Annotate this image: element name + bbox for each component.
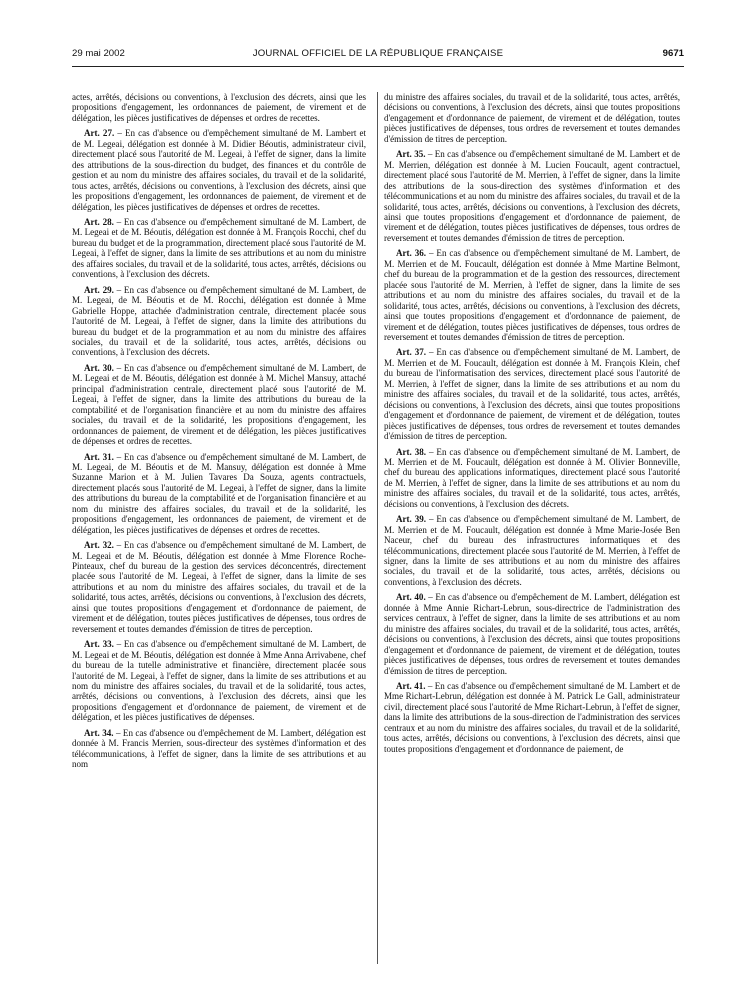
article-39 (384, 514, 680, 587)
article-31 (72, 452, 366, 536)
article-label: Art. 37. (396, 347, 427, 358)
article-label: Art. 41. (396, 681, 426, 692)
paragraph-text: actes, arrêtés, décisions ou conventions, à l'exclusion des décrets, ainsi que les propositions d'engagement, les ordonnances de paiement, de virement et de délégation, les pièces justificatives de dépenses et ordres de recettes. (72, 92, 366, 123)
paragraph-continued (72, 92, 366, 123)
header-rule (72, 66, 684, 67)
article-label: Art. 34. (84, 727, 114, 738)
article-32 (72, 540, 366, 634)
article-36 (384, 248, 680, 342)
article-text: – En cas d'absence ou d'empêchement simultané de M. Lambert, de M. Legeai et de M. Béoutis, délégation est donnée à Mme Anna Arrivabene, chef du bureau de la tutelle administrative et financière, directement placée sous l'autorité de M. Legeai, à l'effet de signer, dans la limite de ses attributions et au nom du ministre des affaires sociales, du travail et de la solidarité, tous actes, arrêtés, décisions ou conventions, à l'exclusion des décrets, ainsi que les propositions d'engagement et d'ordonnance de paiement, de virement et de délégation, et les pièces justificatives de dépenses. (72, 639, 366, 723)
article-text: – En cas d'absence ou d'empêchement simultané de M. Lambert, de M. Merrien et de M. Foucault, délégation est donnée à M. Olivier Bonneville, chef du bureau des applications informatiques, directement placé sous l'autorité de M. Merrien, à l'effet de signer, dans la limite de ses attributions et au nom du ministre des affaires sociales, du travail et de la solidarité, tous actes, arrêtés, décisions ou conventions, à l'exclusion des décrets. (384, 446, 680, 509)
article-label: Art. 36. (396, 248, 427, 259)
right-column (384, 92, 680, 972)
journal-title: JOURNAL OFFICIEL DE LA RÉPUBLIQUE FRANÇAISE (252, 48, 504, 59)
article-text: – En cas d'absence ou d'empêchement simultané de M. Lambert, de M. Legeai et de M. Béoutis, délégation est donnée à M. Michel Mansuy, attaché principal d'administration centrale, directement placé sous l'autorité de M. Legeai, à l'effet de signer, dans la limite des attributions du bureau de la comptabilité et de l'organisation financière et au nom du ministre des affaires sociales, du travail et de la solidarité, les propositions d'engagement, les ordonnances de paiement, de virement et de délégation, les pièces justificatives de dépenses et ordres de recettes. (72, 362, 366, 447)
article-text: – En cas d'absence ou d'empêchement simultané de M. Lambert, de M. Legeai, de M. Béoutis et de M. Rocchi, délégation est donnée à Mme Gabrielle Hoppe, attachée d'administration centrale, directement placée sous l'autorité de M. Legeai, à l'effet de signer, dans la limite des attributions du bureau du budget et de la programmation et au nom du ministre des affaires sociales, du travail et de la solidarité, tous actes, arrêtés, décisions ou conventions, à l'exclusion des décrets. (72, 284, 366, 358)
article-28 (72, 217, 366, 280)
paragraph-text: du ministre des affaires sociales, du travail et de la solidarité, tous actes, arrêtés, décisions ou conventions, à l'exclusion des décrets, ainsi que toutes propositions d'engagement et d'ordonnance de paiement, de virement et de délégation, toutes pièces justificatives de dépenses, tous ordres de reversement et toutes demandes d'émission de titres de perception. (384, 92, 680, 144)
page-header (72, 48, 684, 62)
issue-date: 29 mai 2002 (72, 48, 125, 59)
article-label: Art. 38. (396, 446, 427, 457)
article-label: Art. 27. (84, 128, 115, 139)
article-label: Art. 28. (84, 216, 114, 227)
article-label: Art. 33. (84, 639, 114, 650)
article-label: Art. 32. (84, 540, 114, 551)
article-40 (384, 592, 680, 676)
article-37 (384, 347, 680, 441)
article-33 (72, 639, 366, 723)
article-text: – En cas d'absence ou d'empêchement simultané de M. Lambert, de M. Merrien et de M. Foucault, délégation est donnée à M. François Klein, chef du bureau de l'informatisation des services, directement placé sous l'autorité de M. Merrien, à l'effet de signer, dans la limite de ses attributions et au nom du ministre des affaires sociales, du travail et de la solidarité, tous actes, arrêtés, décisions ou conventions, à l'exclusion des décrets, ainsi que toutes propositions d'engagement et d'ordonnance de paiement, de virement et de délégation, toutes pièces justificatives de dépenses, tous ordres de reversement et toutes demandes d'émission de titres de perception. (384, 347, 680, 442)
article-label: Art. 39. (396, 514, 427, 525)
article-label: Art. 40. (396, 592, 426, 603)
article-text: – En cas d'absence ou d'empêchement de M. Lambert, délégation est donnée à Mme Annie Richart-Lebrun, sous-directrice de l'administration des services centraux, à l'effet de signer, dans la limite de ses attributions et au nom du ministre des affaires sociales, du travail et de la solidarité, tous actes, arrêtés, décisions ou conventions, à l'exclusion des décrets, ainsi que toutes propositions d'engagement et d'ordonnance de paiement, de virement et de délégation, toutes pièces justificatives de dépenses, tous ordres de reversement et toutes demandes d'émission de titres de perception. (384, 592, 680, 676)
article-29 (72, 285, 366, 358)
article-label: Art. 30. (84, 362, 114, 373)
article-41 (384, 681, 680, 754)
paragraph-continued (384, 92, 680, 144)
article-text: – En cas d'absence ou d'empêchement simultané de M. Lambert, de M. Merrien et de M. Foucault, délégation est donnée à Mme Marie-Josée Ben Naceur, chef du bureau des infrastructures informatiques et des télécommunications, directement placée sous l'autorité de M. Merrien, à l'effet de signer, dans la limite de ses attributions et au nom du ministre des affaires sociales, du travail et de la solidarité, tous actes, arrêtés, décisions ou conventions, à l'exclusion des décrets. (384, 514, 680, 587)
article-label: Art. 31. (84, 451, 114, 462)
article-35 (384, 149, 680, 243)
article-text: – En cas d'absence ou d'empêchement simultané de M. Lambert et de Mme Richart-Lebrun, délégation est donnée à M. Patrick Le Gall, administrateur civil, directement placé sous l'autorité de Mme Richart-Lebrun, à l'effet de signer, dans la limite des attributions de la sous-direction de l'administration des services centraux et au nom du ministre des affaires sociales, du travail et de la solidarité, tous actes, arrêtés, décisions ou conventions, à l'exclusion des décrets, ainsi que toutes propositions d'engagement et d'ordonnance de paiement, de (384, 681, 680, 754)
article-text: – En cas d'absence ou d'empêchement simultané de M. Lambert, de M. Merrien et de M. Foucault, délégation est donnée à Mme Martine Belmont, chef du bureau de la programmation et de la gestion des ressources, directement placée sous l'autorité de M. Merrien, à l'effet de signer, dans la limite de ses attributions et au nom du ministre des affaires sociales, du travail et de la solidarité, tous actes, arrêtés, décisions ou conventions, à l'exclusion des décrets, ainsi que toutes propositions d'engagement et d'ordonnance de paiement, de virement et de délégation, toutes pièces justificatives de dépenses, tous ordres de reversement et toutes demandes d'émission de titres de perception. (384, 248, 680, 342)
article-30 (72, 363, 366, 447)
page-number: 9671 (662, 48, 684, 59)
article-text: – En cas d'absence ou d'empêchement simultané de M. Lambert, de M. Legeai et de M. Béoutis, délégation est donnée à Mme Florence Roche-Pinteaux, chef du bureau de la gestion des services déconcentrés, directement placée sous l'autorité de M. Legeai, à l'effet de signer, dans la limite de ses attributions et au nom du ministre des affaires sociales, du travail et de la solidarité, tous actes, arrêtés, décisions ou conventions, à l'exclusion des décrets, ainsi que toutes propositions d'engagement et d'ordonnance de paiement, de virement et de délégation, toutes pièces justificatives de dépenses, tous ordres de reversement et toutes demandes d'émission de titres de perception. (72, 540, 366, 634)
article-34 (72, 728, 366, 770)
article-text: – En cas d'absence ou d'empêchement simultané de M. Lambert, de M. Legeai, de M. Béoutis et de M. Mansuy, délégation est donnée à Mme Suzanne Marion et à M. Julien Tavares Da Souza, agents contractuels, directement placés sous l'autorité de M. Legeai, à l'effet de signer, dans la limite des attributions du bureau de la comptabilité et de l'organisation financière et au nom du ministre des affaires sociales, du travail et de la solidarité, les propositions d'engagement, les ordonnances de paiement, de virement et de délégation, les pièces justificatives de dépenses et ordres de recettes. (72, 451, 366, 535)
article-text: – En cas d'absence ou d'empêchement simultané de M. Lambert, de M. Legeai et de M. Béoutis, délégation est donnée à M. François Rocchi, chef du bureau du budget et de la programmation, directement placé sous l'autorité de M. Legeai, à l'effet de signer, dans la limite de ses attributions et au nom du ministre des affaires sociales, du travail et de la solidarité, tous actes, arrêtés, décisions ou conventions, à l'exclusion des décrets. (72, 216, 366, 280)
article-38 (384, 447, 680, 510)
article-27 (72, 128, 366, 212)
column-divider (377, 92, 378, 964)
article-text: – En cas d'absence ou d'empêchement simultané de M. Lambert et de M. Legeai, délégation est donnée à M. Didier Béoutis, administrateur civil, directement placé sous l'autorité de M. Legeai, à l'effet de signer, dans la limite des attributions de la sous-direction du budget, des finances et du contrôle de gestion et au nom du ministre des affaires sociales, du travail et de la solidarité, tous actes, arrêtés, décisions ou conventions, à l'exclusion des décrets, ainsi que les propositions d'engagement, les ordonnances de paiement, de virement et de délégation, les pièces justificatives de dépenses et ordres de recettes. (72, 128, 366, 212)
article-label: Art. 29. (84, 284, 114, 295)
article-text: – En cas d'absence ou d'empêchement de M. Lambert, délégation est donnée à M. Francis Merrien, sous-directeur des systèmes d'information et des télécommunications, à l'effet de signer, dans la limite de ses attributions et au nom (72, 727, 366, 770)
article-label: Art. 35. (396, 149, 426, 160)
left-column (72, 92, 366, 972)
article-text: – En cas d'absence ou d'empêchement simultané de M. Lambert et de M. Merrien, délégation est donnée à M. Lucien Foucault, agent contractuel, directement placé sous l'autorité de M. Merrien, à l'effet de signer, dans la limite des attributions de la sous-direction des systèmes d'information et des télécommunications et au nom du ministre des affaires sociales, du travail et de la solidarité, tous actes, arrêtés, décisions ou conventions, à l'exclusion des décrets, ainsi que toutes propositions d'engagement et d'ordonnance de paiement, de virement et de délégation, toutes pièces justificatives de dépenses, tous ordres de reversement et toutes demandes d'émission de titres de perception. (384, 149, 680, 243)
